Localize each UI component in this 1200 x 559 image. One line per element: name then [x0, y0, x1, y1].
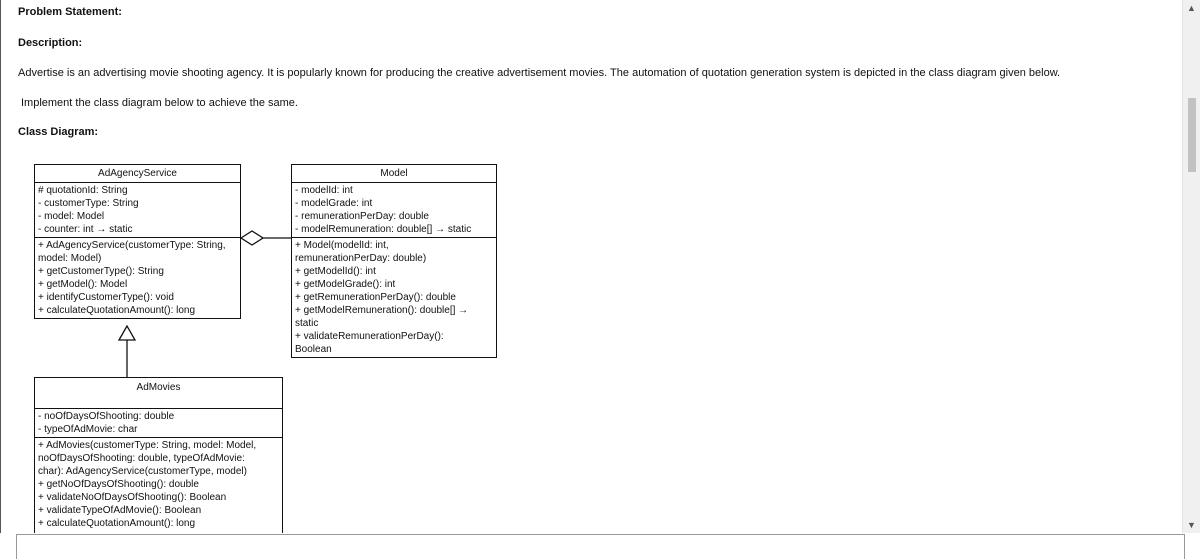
- attribute: - remunerationPerDay: double: [295, 211, 429, 222]
- class-model: [291, 164, 497, 358]
- method: + getModelId(): int: [295, 266, 376, 277]
- method: Boolean: [295, 344, 332, 355]
- vertical-scrollbar[interactable]: [1182, 0, 1200, 533]
- method: remunerationPerDay: double): [295, 253, 427, 264]
- attribute: - noOfDaysOfShooting: double: [38, 411, 175, 422]
- method: + getModelGrade(): int: [295, 279, 396, 290]
- methods-section: [292, 237, 496, 357]
- method: + calculateQuotationAmount(): long: [38, 305, 196, 316]
- attribute: - model: Model: [38, 211, 105, 222]
- attribute: - customerType: String: [38, 198, 139, 209]
- class-name: Model: [292, 165, 496, 183]
- methods-section: [35, 437, 282, 531]
- method: + identifyCustomerType(): void: [38, 292, 174, 303]
- method: + getRemunerationPerDay(): double: [295, 292, 456, 303]
- methods-section: [35, 237, 240, 318]
- answer-input-area[interactable]: [16, 534, 1185, 559]
- method: + Model(modelId: int,: [295, 240, 389, 251]
- class-adagencyservice: [34, 164, 241, 319]
- attributes-section: [35, 409, 282, 437]
- method: noOfDaysOfShooting: double, typeOfAdMovie:: [38, 453, 245, 464]
- attribute: - modelRemuneration: double[] → static: [295, 224, 472, 235]
- class-admovies: [34, 377, 283, 533]
- class-diagram-heading: Class Diagram:: [18, 126, 99, 138]
- aggregation-diamond-icon: [241, 231, 263, 245]
- method: + validateTypeOfAdMovie(): Boolean: [38, 505, 202, 516]
- method: + validateNoOfDaysOfShooting(): Boolean: [38, 492, 227, 503]
- chevron-up-icon[interactable]: ▲: [1187, 3, 1196, 13]
- attribute: - typeOfAdMovie: char: [38, 424, 138, 435]
- method: + getCustomerType(): String: [38, 266, 164, 277]
- description-text: Advertise is an advertising movie shooting agency. It is popularly known for producing the creative advertisement movies. The automation of quotation generation system is depicted in the class diagram given below.: [18, 67, 1061, 79]
- method: + AdMovies(customerType: String, model: Model,: [38, 440, 257, 451]
- scrollbar-thumb[interactable]: [1188, 98, 1196, 172]
- inheritance-arrow-icon: [119, 326, 135, 340]
- description-heading: Description:: [18, 37, 83, 49]
- attribute: # quotationId: String: [38, 185, 128, 196]
- method: + getNoOfDaysOfShooting(): double: [38, 479, 199, 490]
- method: char): AdAgencyService(customerType, model): [38, 466, 247, 477]
- attribute: - modelId: int: [295, 185, 353, 196]
- method: + getModel(): Model: [38, 279, 128, 290]
- class-name: AdAgencyService: [35, 165, 240, 183]
- method: + calculateQuotationAmount(): long: [38, 518, 196, 529]
- implement-text: Implement the class diagram below to achieve the same.: [21, 97, 298, 109]
- method: model: Model): [38, 253, 102, 264]
- problem-statement-heading: Problem Statement:: [18, 6, 122, 18]
- method: + AdAgencyService(customerType: String,: [38, 240, 226, 251]
- method: + getModelRemuneration(): double[] →: [295, 305, 469, 316]
- method: + validateRemunerationPerDay():: [295, 331, 444, 342]
- attributes-section: [292, 183, 496, 237]
- attribute: - modelGrade: int: [295, 198, 373, 209]
- class-name: AdMovies: [35, 378, 282, 409]
- attribute: - counter: int → static: [38, 224, 133, 235]
- attributes-section: [35, 183, 240, 237]
- chevron-down-icon[interactable]: ▼: [1187, 520, 1196, 530]
- method: static: [295, 318, 319, 329]
